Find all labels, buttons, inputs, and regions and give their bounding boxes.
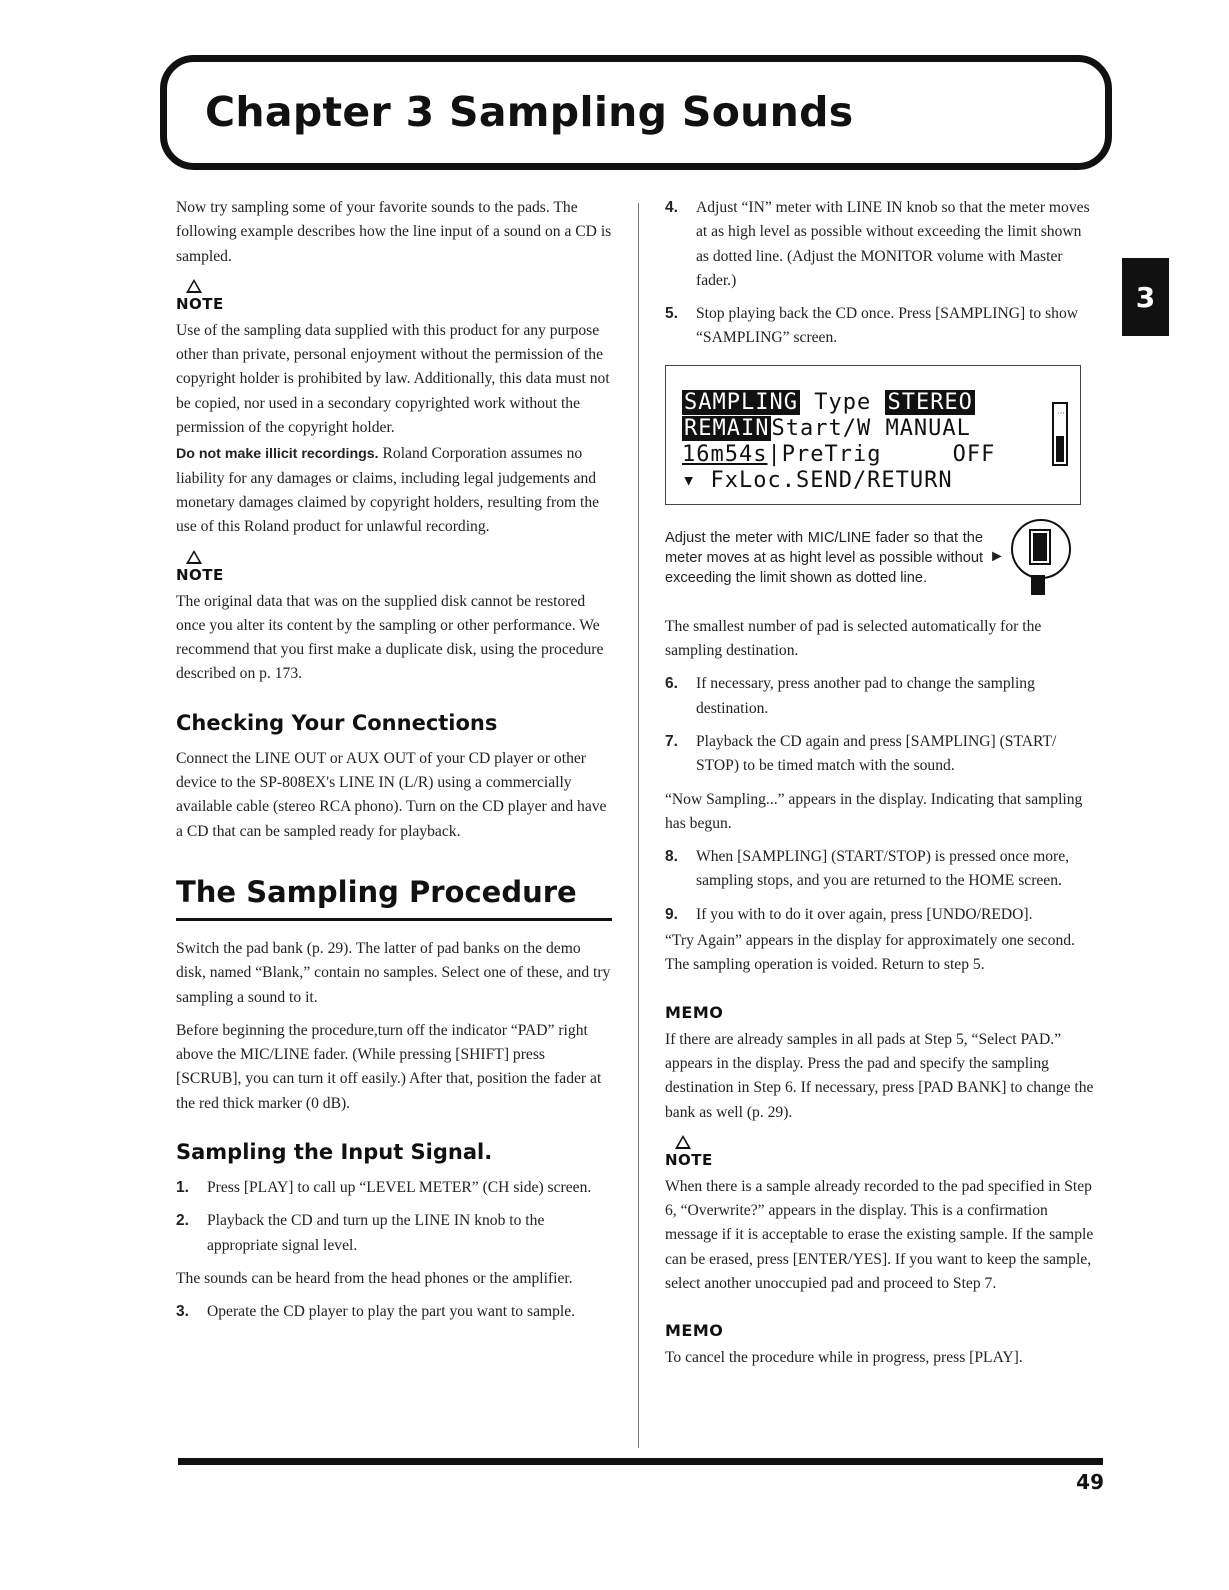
heading-checking-connections: Checking Your Connections: [176, 710, 498, 735]
connections-paragraph: Connect the LINE OUT or AUX OUT of your CD player or other device to the SP-808EX's LINE IN (L/R) using a commercially available cable (stereo RCA phono). Turn on the CD player and have a CD that can be sampled ready for playback.: [176, 749, 607, 840]
step-4: 4. Adjust “IN” meter with LINE IN knob so that the meter moves at as high level as possible without exceeding the limit shown as dotted line. (Adjust the MONITOR volume with Master fader.): [665, 199, 1090, 289]
note-3-text: When there is a sample already recorded to the pad specified in Step 6, “Overwrite?” appears in the display. This is a confirmation message if it is acceptable to erase the existing sample. If the sample can be erased, press [ENTER/YES]. If you want to keep the sample, select another unoccupied pad and proceed to Step 7.: [665, 1177, 1094, 1293]
step-8: 8. When [SAMPLING] (START/STOP) is pressed once more, sampling stops, and you are returned to the HOME screen.: [665, 848, 1070, 890]
lcd-scrollbar-icon: ···: [1052, 402, 1068, 466]
fader-caption: Adjust the meter with MIC/LINE fader so that the meter moves at as hight level as possible without exceeding the limit shown as dotted line.: [665, 529, 983, 586]
memo-1-text: If there are already samples in all pads at Step 5, “Select PAD.” appears in the display. Press the pad and specify the sampling destination in Step 6. If necessary, press [PAD BANK] to change the bank as well (p. 29).: [665, 1030, 1094, 1121]
intro-paragraph: Now try sampling some of your favorite sounds to the pads. The following example describes how the line input of a sound on a CD is sampled.: [176, 199, 612, 265]
note-block-2: [176, 552, 612, 687]
heading-sampling-input: Sampling the Input Signal.: [176, 1140, 493, 1165]
step-5: 5. Stop playing back the CD once. Press [SAMPLING] to show “SAMPLING” screen.: [665, 305, 1079, 347]
left-column: [176, 196, 612, 1334]
step-7: 7. Playback the CD again and press [SAMPLING] (START/ STOP) to be timed match with the sound.: [665, 732, 1057, 775]
column-divider: [638, 203, 639, 1448]
step-6: 6. If necessary, press another pad to change the sampling destination.: [665, 675, 1035, 717]
fader-figure: [665, 519, 1097, 597]
step-9: 9. If you with to do it over again, press [UNDO/REDO].: [665, 905, 1033, 923]
step-9-after: “Try Again” appears in the display for approximately one second. The sampling operation is voided. Return to step 5.: [665, 932, 1075, 974]
fader-meter-icon: ►: [989, 519, 1079, 597]
procedure-paragraph-2: Before beginning the procedure,turn off the indicator “PAD” right above the MIC/LINE fader. (While pressing [SHIFT] press [SCRUB], you can turn it off easily.) After that, position the fader at the red thick marker (0 dB).: [176, 1021, 602, 1112]
note-icon: NOTE: [176, 552, 612, 590]
note-1-warning: Do not make illicit recordings. Roland Corporation assumes no liability for any damages or claims, including legal judgements and monetary damages claimed by copyright holders, resulting from the use of this Roland product for unlawful recording.: [176, 445, 600, 536]
step-3: 3. Operate the CD player to play the part you want to sample.: [176, 1303, 576, 1321]
note-icon: NOTE: [665, 1137, 1097, 1175]
lcd-display: SAMPLING Type STEREO REMAINStart/W MANUAL 16m54s|PreTrig OFF ▾ FxLoc.SEND/RETURN: [682, 389, 996, 493]
note-block-1: [176, 281, 612, 540]
note-2-text: The original data that was on the supplied disk cannot be restored once you alter its content by the sampling or other performance. We recommend that you first make a duplicate disk, using the procedure described on p. 173.: [176, 592, 604, 683]
right-column: [665, 196, 1097, 1380]
lcd-screen-figure: [665, 365, 1081, 505]
memo-block-2: [665, 1308, 1097, 1370]
memo-2-text: To cancel the procedure while in progress, press [PLAY].: [665, 1349, 1023, 1367]
page-number: 49: [1076, 1470, 1104, 1494]
after-figure-paragraph: The smallest number of pad is selected automatically for the sampling destination.: [665, 617, 1042, 660]
memo-icon: MEMO: [665, 1321, 724, 1341]
chapter-tab: 3: [1122, 258, 1169, 336]
step-1: 1. Press [PLAY] to call up “LEVEL METER” (CH side) screen.: [176, 1179, 592, 1197]
procedure-paragraph-1: Switch the pad bank (p. 29). The latter of pad banks on the demo disk, named “Blank,” contain no samples. Select one of these, and try sampling a sound to it.: [176, 939, 611, 1006]
footer-rule: [178, 1458, 1103, 1465]
step-2: 2. Playback the CD and turn up the LINE IN knob to the appropriate signal level.: [176, 1212, 545, 1254]
note-icon: NOTE: [176, 281, 612, 319]
memo-icon: MEMO: [665, 1002, 724, 1022]
step-2-after: The sounds can be heard from the head phones or the amplifier.: [176, 1269, 573, 1287]
note-1-text: Use of the sampling data supplied with this product for any purpose other than private, personal enjoyment without the permission of the copyright holder is prohibited by law. Additionally, this data must not be copied, nor used in a secondary copyrighted work without the permission of the copyright holder.: [176, 321, 610, 437]
heading-sampling-procedure: The Sampling Procedure: [176, 874, 612, 921]
note-block-3: [665, 1137, 1097, 1296]
memo-block-1: [665, 990, 1097, 1125]
step-7-after: “Now Sampling...” appears in the display. Indicating that sampling has begun.: [665, 790, 1083, 832]
chapter-title: Chapter 3 Sampling Sounds: [205, 88, 854, 136]
